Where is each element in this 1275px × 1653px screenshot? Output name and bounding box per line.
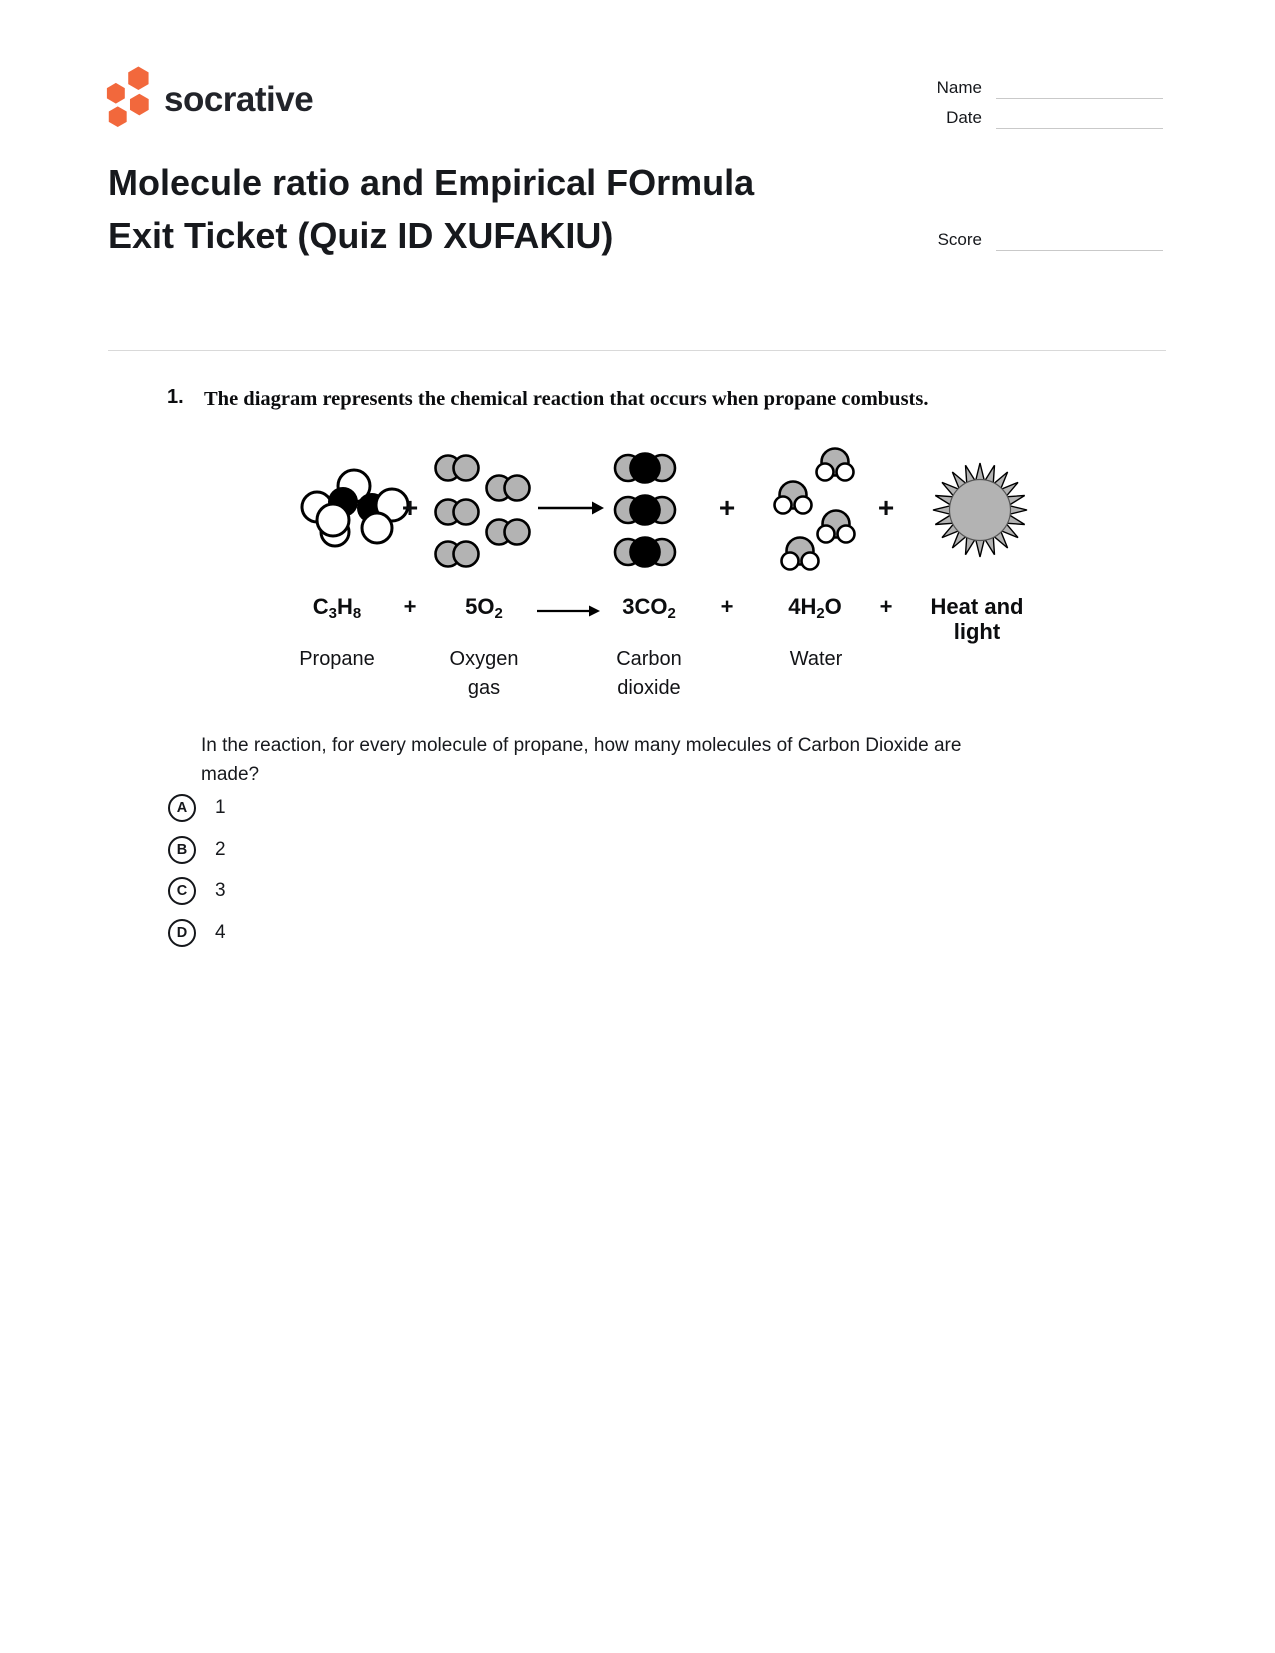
option-a-bubble[interactable]: A [168, 794, 196, 822]
heat-and-light-label: Heat and light [930, 594, 1024, 644]
plus-sign: + [718, 492, 736, 523]
o2-molecule [487, 520, 530, 545]
sun-icon [933, 463, 1027, 557]
o2-molecule [487, 476, 530, 501]
water-molecules-group [775, 449, 855, 570]
carbon-dioxide-molecules-group [615, 454, 675, 567]
score-blank-line[interactable] [996, 233, 1163, 251]
name-row [900, 78, 1163, 99]
label-carbon-dioxide: Carbon dioxide [616, 648, 682, 699]
co2-molecule [615, 538, 675, 567]
plus-sign: + [879, 594, 893, 619]
score-row [900, 230, 1163, 251]
water-molecule [818, 511, 855, 543]
plus-sign: + [877, 492, 895, 523]
score-label: Score [937, 230, 982, 249]
oxygen-molecules-group [436, 456, 530, 567]
question-body: In the reaction, for every molecule of propane, how many molecules of Carbon Dioxide are made? [201, 735, 962, 785]
question-number: 1. [167, 386, 184, 408]
question-prompt: The diagram represents the chemical reaction that occurs when propane combusts. [204, 388, 929, 410]
reaction-arrow [538, 502, 604, 515]
option-b-bubble[interactable]: B [168, 836, 196, 864]
label-water: Water [789, 648, 843, 670]
name-blank-line[interactable] [996, 81, 1163, 99]
option-b-row[interactable] [168, 836, 226, 864]
co2-molecule [615, 496, 675, 525]
option-a-row[interactable] [168, 794, 226, 822]
formula-oxygen: $5O_2$ [465, 594, 503, 623]
option-c-text: 3 [215, 880, 226, 901]
plus-sign: + [401, 492, 419, 523]
formula-water: $4H_2O$ [788, 594, 842, 623]
socrative-logo [104, 66, 313, 128]
option-c-bubble[interactable]: C [168, 877, 196, 905]
page-title: Molecule ratio and Empirical FOrmula Exit Ticket (Quiz ID XUFAKIU) [108, 162, 755, 256]
o2-molecule [436, 500, 479, 525]
plus-sign: + [403, 594, 417, 619]
label-oxygen-gas: Oxygen gas [449, 648, 519, 699]
answer-options [168, 794, 226, 960]
water-molecule [775, 482, 812, 514]
o2-molecule [436, 456, 479, 481]
option-a-text: 1 [215, 797, 226, 818]
plus-sign: + [720, 594, 734, 619]
co2-molecule [615, 454, 675, 483]
date-row [900, 108, 1163, 129]
option-b-text: 2 [215, 838, 226, 860]
option-c-row[interactable] [168, 877, 226, 905]
date-blank-line[interactable] [996, 111, 1163, 129]
formula-carbon-dioxide: $3CO_2$ [622, 594, 676, 623]
option-d-row[interactable] [168, 919, 226, 947]
socrative-hexagons-icon [104, 66, 154, 128]
propane-molecule [302, 470, 408, 546]
option-d-bubble[interactable]: D [168, 919, 196, 947]
header-divider [108, 350, 1166, 351]
equation-arrow-icon [536, 604, 602, 618]
label-propane: Propane [299, 648, 375, 670]
water-molecule [817, 449, 854, 481]
formula-propane: $C_3H_8$ [312, 594, 362, 623]
option-d-text: 4 [215, 921, 226, 943]
brand-wordmark: socrative [164, 80, 314, 119]
date-label: Date [946, 108, 982, 127]
water-molecule [782, 538, 819, 570]
o2-molecule [436, 542, 479, 567]
name-label: Name [936, 78, 982, 97]
reaction-molecule-diagram [280, 428, 1040, 598]
